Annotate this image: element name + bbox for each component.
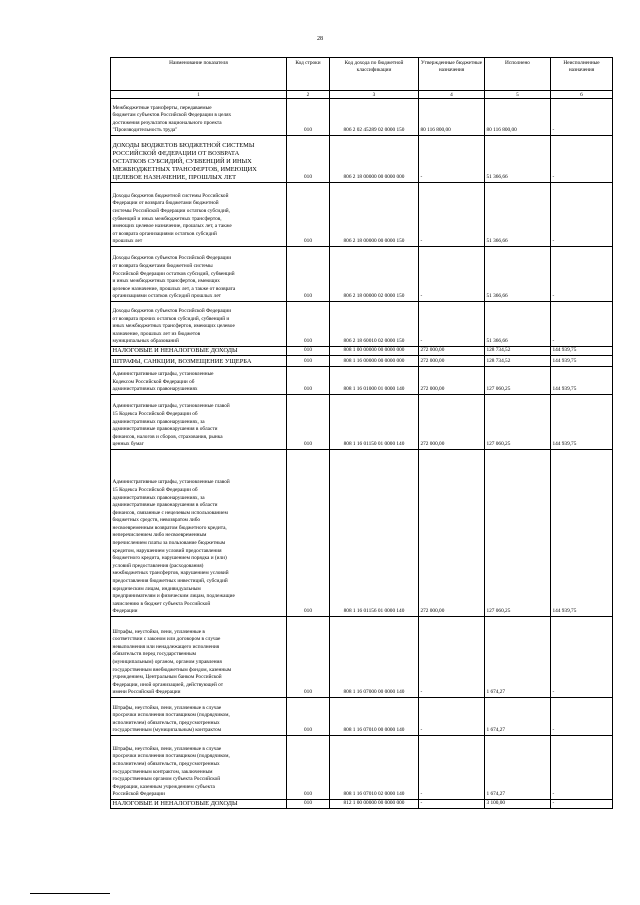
executed-amount-cell: 51 366,66 — [485, 136, 551, 183]
indicator-name-cell: Доходы бюджетов субъектов Российской Федерации от возврата прочих остатков субсидий, субвенций и иных межбюджетных трансфертов, имеющих целевое назначение, прошлых лет из бюджетов муниципальных образований — [111, 302, 287, 347]
table-row — [111, 450, 613, 617]
table-body — [111, 99, 613, 809]
classification-code-cell: 808 1 16 01156 01 0000 140 — [330, 450, 419, 617]
executed-amount-cell: 127 060,25 — [485, 367, 551, 395]
indicator-name-cell: Административные штрафы, установленные Кодексом Российской Федерации об административных правонарушениях — [111, 367, 287, 395]
executed-amount-cell: 128 734,52 — [485, 356, 551, 367]
line-code-cell: 010 — [287, 450, 330, 617]
classification-code-cell: 808 1 16 01150 01 0000 140 — [330, 395, 419, 450]
unexecuted-amount-cell: - — [551, 698, 613, 736]
line-code-cell: 010 — [287, 356, 330, 367]
header-approved: Утвержденные бюджетные назначения — [419, 58, 485, 91]
line-code-cell: 010 — [287, 698, 330, 736]
table-row — [111, 736, 613, 800]
indicator-name-cell: Административные штрафы, установленные главой 15 Кодекса Российской Федерации об административных правонарушениях, за административные правонарушения в области финансов, связанные с нецелевым использованием бюджетных средств, невозвратом либо несвоевременным возвратом бюджетного кредита, неперечислением либо несвоевременным перечислением платы за пользование бюджетным кредитом, нарушением условий предоставления бюджетного кредита, нарушением порядка и (или) условий предоставления (расходования) межбюджетных трансфертов, нарушением условий предоставления бюджетных инвестиций, субсидий юридическим лицам, индивидуальным предпринимателям и физическим лицам, подлежащие зачислению в бюджет субъекта Российской Федерации — [111, 450, 287, 617]
classification-code-cell: 806 2 18 60010 02 0000 150 — [330, 302, 419, 347]
table-row — [111, 698, 613, 736]
table-row — [111, 367, 613, 395]
unexecuted-amount-cell: - — [551, 99, 613, 136]
unexecuted-amount-cell: 144 939,75 — [551, 356, 613, 367]
classification-code-cell: 806 2 02 45289 02 0000 150 — [330, 99, 419, 136]
line-code-cell: 010 — [287, 183, 330, 247]
unexecuted-amount-cell: - — [551, 736, 613, 800]
column-number: 2 — [287, 91, 330, 99]
classification-code-cell: 808 1 16 07010 00 0000 140 — [330, 698, 419, 736]
classification-code-cell: 806 2 18 00000 00 0000 150 — [330, 183, 419, 247]
unexecuted-amount-cell: 144 939,75 — [551, 347, 613, 356]
approved-amount-cell: 272 000,00 — [419, 367, 485, 395]
unexecuted-amount-cell: 144 939,75 — [551, 450, 613, 617]
line-code-cell: 010 — [287, 736, 330, 800]
executed-amount-cell: 128 734,52 — [485, 347, 551, 356]
table-row — [111, 347, 613, 356]
line-code-cell: 010 — [287, 617, 330, 698]
approved-amount-cell: - — [419, 247, 485, 302]
indicator-name-cell: Доходы бюджетов субъектов Российской Федерации от возврата бюджетами бюджетной системы Российской Федерации остатков субсидий, субвенций и иных межбюджетных трансфертов, имеющих целевое назначение, прошлых лет, а также от возврата организациями остатков субсидий прошлых лет — [111, 247, 287, 302]
unexecuted-amount-cell: 144 939,75 — [551, 395, 613, 450]
approved-amount-cell: 80 116 800,00 — [419, 99, 485, 136]
executed-amount-cell: 3 100,00 — [485, 800, 551, 809]
table-row — [111, 800, 613, 809]
executed-amount-cell: 51 366,66 — [485, 247, 551, 302]
approved-amount-cell: - — [419, 302, 485, 347]
classification-code-cell: 808 1 16 00000 00 0000 000 — [330, 356, 419, 367]
header-budget-classification: Код дохода по бюджетной классификации — [330, 58, 419, 91]
executed-amount-cell: 51 366,66 — [485, 302, 551, 347]
line-code-cell: 010 — [287, 347, 330, 356]
indicator-name-cell: Административные штрафы, установленные главой 15 Кодекса Российской Федерации об административных правонарушениях, за административные правонарушения в области финансов, налогов и сборов, страхования, рынка ценных бумаг — [111, 395, 287, 450]
table-row — [111, 183, 613, 247]
unexecuted-amount-cell: - — [551, 617, 613, 698]
approved-amount-cell: 272 000,00 — [419, 347, 485, 356]
approved-amount-cell: - — [419, 183, 485, 247]
indicator-name-cell: Межбюджетные трансферты, передаваемые бюджетам субъектов Российской Федерации в целях достижения результатов национального проекта "Производительность труда" — [111, 99, 287, 136]
indicator-name-cell: Штрафы, неустойки, пени, уплаченные в случае просрочки исполнения поставщиком (подрядчиком, исполнителем) обязательств, предусмотренных государственным (муниципальным) контрактом — [111, 698, 287, 736]
executed-amount-cell: 1 674,27 — [485, 736, 551, 800]
page-number: 28 — [317, 36, 323, 42]
unexecuted-amount-cell: - — [551, 302, 613, 347]
classification-code-cell: 808 1 16 07010 02 0000 140 — [330, 736, 419, 800]
table-row — [111, 395, 613, 450]
approved-amount-cell: - — [419, 136, 485, 183]
indicator-name-cell: ШТРАФЫ, САНКЦИИ, ВОЗМЕЩЕНИЕ УЩЕРБА — [111, 356, 287, 367]
table-row — [111, 247, 613, 302]
indicator-name-cell: НАЛОГОВЫЕ И НЕНАЛОГОВЫЕ ДОХОДЫ — [111, 800, 287, 809]
line-code-cell: 010 — [287, 247, 330, 302]
line-code-cell: 010 — [287, 99, 330, 136]
indicator-name-cell: НАЛОГОВЫЕ И НЕНАЛОГОВЫЕ ДОХОДЫ — [111, 347, 287, 356]
line-code-cell: 010 — [287, 395, 330, 450]
line-code-cell: 010 — [287, 302, 330, 347]
executed-amount-cell: 1 674,27 — [485, 698, 551, 736]
table-row — [111, 617, 613, 698]
table-header-row — [111, 58, 613, 91]
header-indicator-name: Наименование показателя — [111, 58, 287, 91]
executed-amount-cell: 127 060,25 — [485, 395, 551, 450]
classification-code-cell: 806 2 18 00000 02 0000 150 — [330, 247, 419, 302]
classification-code-cell: 806 2 18 00000 00 0000 000 — [330, 136, 419, 183]
table-row — [111, 99, 613, 136]
classification-code-cell: 808 1 16 01000 01 0000 140 — [330, 367, 419, 395]
indicator-name-cell: Штрафы, неустойки, пени, уплаченные в соответствии с законом или договором в случае невыполнения или ненадлежащего исполнения обязательств перед государственным (муниципальным) органом, органом управления государственным внебюджетным фондом, казенным учреждением, Центральным банком Российской Федерации, иной организацией, действующей от имени Российской Федерации — [111, 617, 287, 698]
line-code-cell: 010 — [287, 367, 330, 395]
revenue-table — [110, 57, 613, 809]
indicator-name-cell: ДОХОДЫ БЮДЖЕТОВ БЮДЖЕТНОЙ СИСТЕМЫ РОССИЙСКОЙ ФЕДЕРАЦИИ ОТ ВОЗВРАТА ОСТАТКОВ СУБСИДИЙ, СУБВЕНЦИЙ И ИНЫХ МЕЖБЮДЖЕТНЫХ ТРАНСФЕРТОВ, ИМЕЮЩИХ ЦЕЛЕВОЕ НАЗНАЧЕНИЕ, ПРОШЛЫХ ЛЕТ — [111, 136, 287, 183]
column-number: 1 — [111, 91, 287, 99]
unexecuted-amount-cell: - — [551, 136, 613, 183]
executed-amount-cell: 51 366,66 — [485, 183, 551, 247]
approved-amount-cell: 272 000,00 — [419, 395, 485, 450]
header-unexecuted: Неисполненные назначения — [551, 58, 613, 91]
line-code-cell: 010 — [287, 136, 330, 183]
table-row — [111, 136, 613, 183]
unexecuted-amount-cell: 144 939,75 — [551, 367, 613, 395]
approved-amount-cell: - — [419, 698, 485, 736]
approved-amount-cell: - — [419, 617, 485, 698]
unexecuted-amount-cell: - — [551, 247, 613, 302]
approved-amount-cell: - — [419, 736, 485, 800]
header-executed: Исполнено — [485, 58, 551, 91]
executed-amount-cell: 80 116 800,00 — [485, 99, 551, 136]
column-number: 6 — [551, 91, 613, 99]
executed-amount-cell: 127 060,25 — [485, 450, 551, 617]
unexecuted-amount-cell: - — [551, 800, 613, 809]
header-line-code: Код строки — [287, 58, 330, 91]
approved-amount-cell: 272 000,00 — [419, 450, 485, 617]
line-code-cell: 010 — [287, 800, 330, 809]
column-number-row — [111, 91, 613, 99]
classification-code-cell: 812 1 00 00000 00 0000 000 — [330, 800, 419, 809]
approved-amount-cell: 272 000,00 — [419, 356, 485, 367]
column-number: 3 — [330, 91, 419, 99]
indicator-name-cell: Штрафы, неустойки, пени, уплаченные в случае просрочки исполнения поставщиком (подрядчиком, исполнителем) обязательств, предусмотренных государственным контрактом, заключенным государственным органом субъекта Российской Федерации, казенным учреждением субъекта Российской Федерации — [111, 736, 287, 800]
unexecuted-amount-cell: - — [551, 183, 613, 247]
executed-amount-cell: 1 674,27 — [485, 617, 551, 698]
footnote-divider — [30, 893, 110, 894]
column-number: 4 — [419, 91, 485, 99]
column-number: 5 — [485, 91, 551, 99]
classification-code-cell: 808 1 00 00000 00 0000 000 — [330, 347, 419, 356]
table-row — [111, 302, 613, 347]
indicator-name-cell: Доходы бюджетов бюджетной системы Российской Федерации от возврата бюджетами бюджетной системы Российской Федерации остатков субсидий, субвенций и иных межбюджетных трансфертов, имеющих целевое назначение, прошлых лет, а также от возврата организациями остатков субсидий прошлых лет — [111, 183, 287, 247]
classification-code-cell: 808 1 16 07000 00 0000 140 — [330, 617, 419, 698]
table-row — [111, 356, 613, 367]
approved-amount-cell: - — [419, 800, 485, 809]
